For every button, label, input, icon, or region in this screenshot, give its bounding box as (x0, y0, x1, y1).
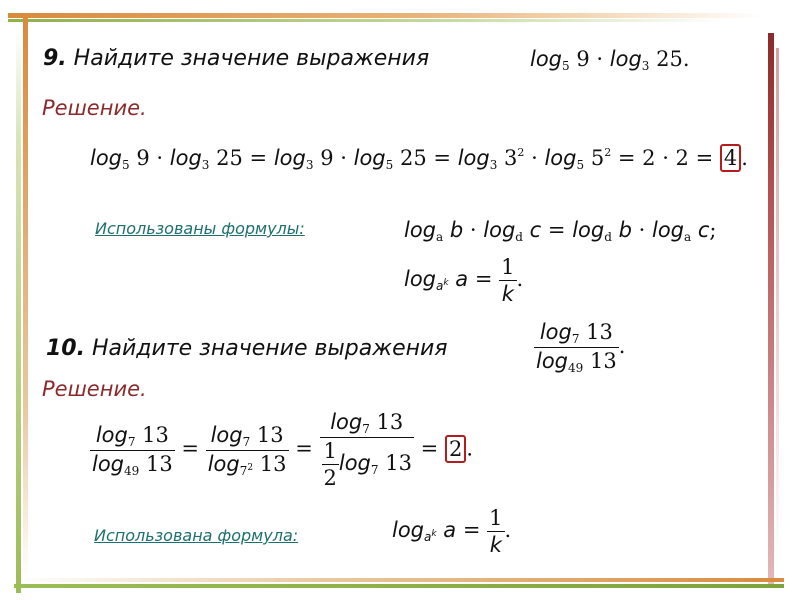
problem-10-solution-chain: $\frac{\log_7 13}{\log_{49} 13}$ = $\frac{\log_7 13}{\log_{7^2} 13}$ = $\log_7 13$ $\frac{1}{2}$ $\log_7 13$ = 2 . (92, 410, 473, 490)
problem-9-answer: 4 (720, 144, 741, 172)
problem-10-number: 10. (46, 336, 85, 361)
frame-bar-left-orange (23, 18, 28, 578)
frame-bar-bottom-green (14, 584, 784, 588)
problem-9-number: 9. (43, 46, 67, 71)
problem-10-answer: 2 (445, 435, 466, 463)
frame-bar-left-green (16, 28, 21, 593)
problem-9-text: Найдите значение выражения (73, 46, 430, 71)
frame-bar-right-pink (776, 48, 779, 568)
frame-bar-top-green (8, 19, 723, 22)
solution-label-9: Решение. (42, 96, 147, 120)
problem-9-heading (43, 46, 429, 71)
problem-10-text: Найдите значение выражения (91, 336, 448, 361)
formula-power-base-2: $\log_{a^k} a$ = $\frac{1}{k}$ . (392, 506, 512, 557)
frame-bar-bottom-orange (14, 578, 784, 582)
solution-label-10: Решение. (42, 377, 147, 401)
formulas-used-label: Использованы формулы: (95, 219, 305, 238)
frame-bar-top-orange (8, 13, 763, 18)
problem-9-solution-chain: $\log_5 9 \cdot \log_3 25 = \log_3 9 \cdot \log_5 25 = \log_3 3^2 \cdot \log_5 5^2 = 2 \cdot 2 = 4$ . (90, 146, 748, 172)
problem-9-expression: $\log_5 9 \cdot \log_3 25$. (530, 47, 690, 73)
formula-power-base: $\log_{a^k} a$ = $\frac{1}{k}$ . (404, 255, 524, 306)
frame-bar-right-red (768, 33, 774, 586)
problem-10-heading (46, 336, 448, 361)
problem-10-expression: $\frac{\log_7 13}{\log_{49} 13}$ . (536, 320, 626, 375)
formula-base-swap: $\log_a b \cdot \log_d c = \log_d b \cdot \log_a c$; (404, 218, 717, 244)
formula-used-label: Использована формула: (94, 526, 299, 545)
